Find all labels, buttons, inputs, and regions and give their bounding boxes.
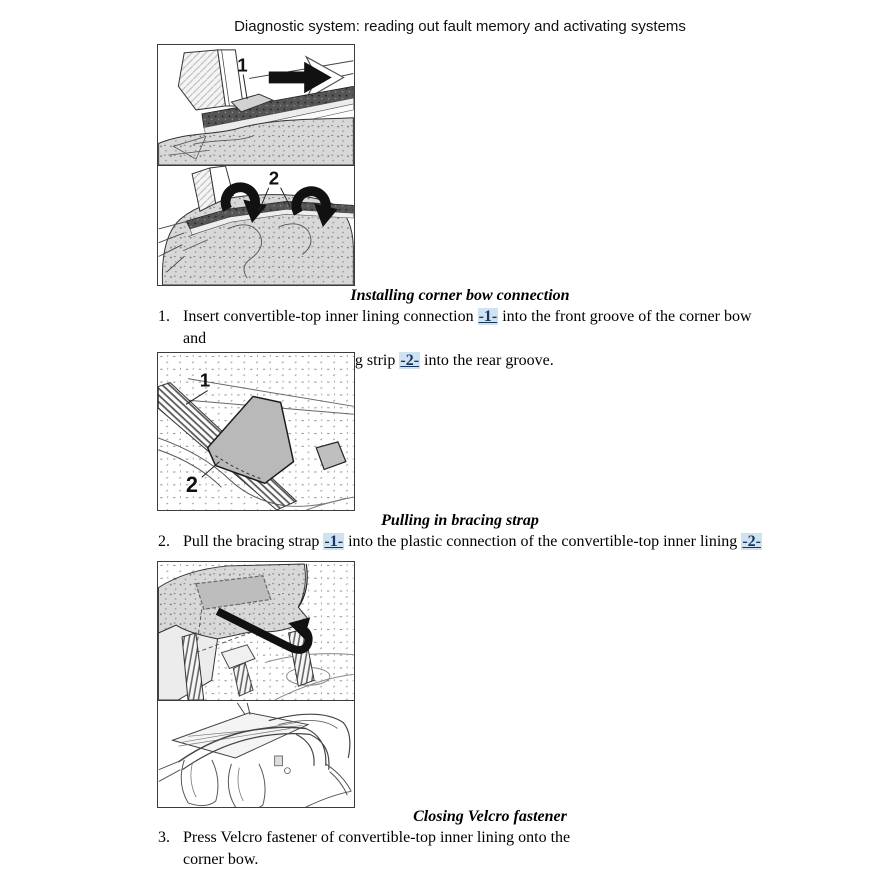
figure-group-velcro [157,561,355,808]
step-text: into the front groove of the corner bow and [183,308,752,347]
step-item [158,827,762,871]
figure-top-frame-overview [157,700,355,808]
figure-label-2: 2 [185,472,198,498]
step-text: Pull the bracing strap [183,533,324,550]
figure-caption: Installing corner bow connection [350,287,570,304]
corner-bow-front-groove-illustration [158,45,354,165]
step-text-body [183,827,762,871]
step-text: corner bow. [183,851,259,868]
reference-link[interactable]: -2- [400,352,420,369]
step-text: Insert convertible-top inner lining connection [183,308,478,325]
figure-group-corner-bow [157,44,355,286]
corner-bow-rear-groove-illustration [158,166,354,285]
convertible-top-frame-illustration [158,701,354,807]
reference-link[interactable]: -1- [478,308,498,325]
bracing-strap-illustration [158,353,354,510]
step-number: 2. [158,533,170,550]
figure-label-2: 2 [268,167,280,189]
page-title: Diagnostic system: reading out fault memory and activating systems [234,18,686,35]
step-text: Press Velcro fastener of convertible-top inner lining onto the [183,829,571,846]
step-number: 1. [158,308,170,325]
step-text: strip [366,352,396,369]
reference-link[interactable]: -1- [324,533,344,550]
figure-label-1: 1 [237,54,248,76]
figure-caption: Closing Velcro fastener [413,808,567,825]
figure-corner-bow-rear-groove [157,165,355,286]
step-text: into the plastic connection of the convertible-top inner lining [344,533,742,550]
velcro-fastener-illustration [158,562,354,700]
figure-bracing-strap [157,352,355,511]
reference-link[interactable]: -2- [742,533,761,550]
figure-caption: Pulling in bracing strap [381,512,539,529]
figure-velcro-fastener [157,561,355,701]
figure-corner-bow-front-groove [157,44,355,166]
step-number: 3. [158,829,170,846]
step-text: into the rear groove. [420,352,554,369]
figure-label-1: 1 [199,369,211,391]
